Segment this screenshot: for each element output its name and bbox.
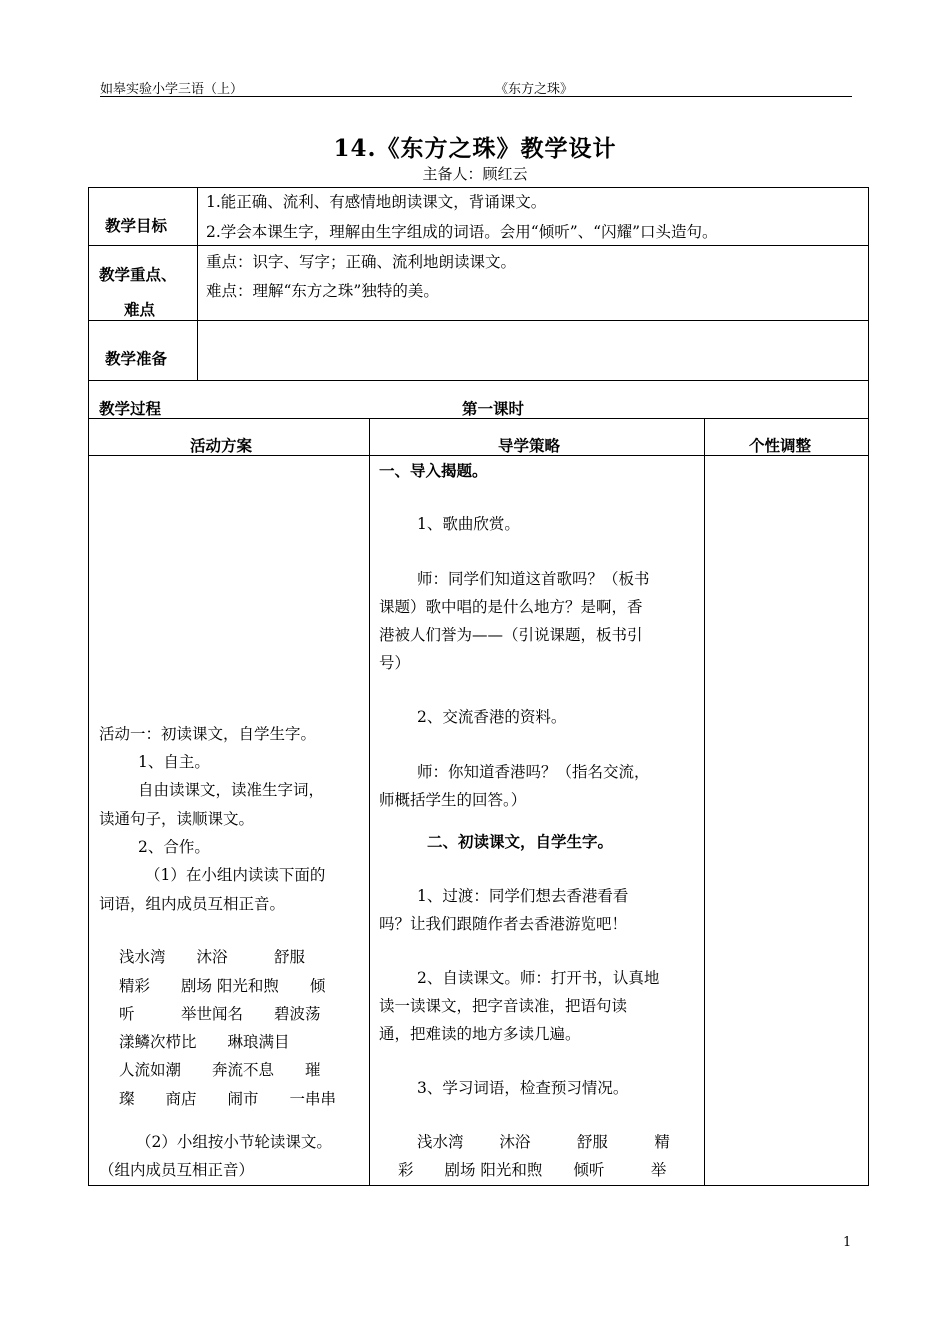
word-line: 漾鳞次栉比 琳琅满目 — [119, 1033, 290, 1051]
guide-line: 师概括学生的回答。） — [379, 791, 527, 809]
guide-line: 3、学习词语，检查预习情况。 — [417, 1079, 629, 1097]
guide-section-title: 二、初读课文，自学生字。 — [427, 832, 614, 851]
word-line: 听 举世闻名 碧波荡 — [119, 1005, 321, 1023]
col-divider — [197, 187, 198, 381]
document-title: 14.《东方之珠》教学设计 — [333, 135, 617, 162]
guide-line: 1、过渡：同学们想去香港看看 — [417, 887, 629, 905]
column-header: 个性调整 — [749, 436, 812, 455]
column-header: 导学策略 — [498, 436, 561, 455]
guide-line: 2、交流香港的资料。 — [417, 708, 567, 726]
key-point-item: 难点：理解“东方之珠”独特的美。 — [206, 282, 439, 300]
guide-word-line: 彩 剧场 阳光和煦 倾听 举 — [398, 1161, 667, 1179]
col-divider — [369, 418, 370, 1186]
guide-line: 师：你知道香港吗？（指名交流， — [417, 763, 650, 781]
activity-line: 自由读课文，读准生字词， — [138, 781, 325, 799]
activity-line: 1、自主。 — [138, 753, 210, 771]
guide-section-title: 一、导入揭题。 — [379, 461, 488, 480]
word-line: 人流如潮 奔流不息 璀 — [119, 1061, 321, 1079]
goal-item: 1.能正确、流利、有感情地朗读课文，背诵课文。 — [206, 193, 547, 211]
guide-word-line: 浅水湾 沐浴 舒服 精 — [417, 1133, 670, 1151]
page-header — [100, 78, 852, 97]
author-line: 主备人：顾红云 — [422, 165, 528, 183]
row-divider — [88, 320, 869, 321]
header-school: 如皋实验小学三语（上） — [100, 82, 244, 97]
word-line: 璨 商店 闹市 一串串 — [119, 1090, 337, 1108]
column-header: 活动方案 — [190, 436, 253, 455]
goal-item: 2.学会本课生字，理解由生字组成的词语。会用“倾听”、“闪耀”口头造句。 — [206, 223, 718, 241]
page-number: 1 — [843, 1235, 852, 1250]
guide-line: 吗？让我们跟随作者去香港游览吧！ — [379, 915, 628, 933]
key-points-label: 难点 — [124, 300, 156, 319]
guide-line: 课题）歌中唱的是什么地方？是啊，香 — [379, 598, 643, 616]
word-line: 精彩 剧场 阳光和煦 倾 — [119, 977, 326, 995]
goals-label: 教学目标 — [105, 216, 168, 235]
guide-line: 1、歌曲欣赏。 — [417, 515, 520, 533]
key-points-label: 教学重点、 — [99, 265, 177, 284]
guide-line: 师：同学们知道这首歌吗？（板书 — [417, 570, 650, 588]
guide-line: 2、自读课文。师：打开书，认真地 — [417, 969, 660, 987]
row-divider — [88, 380, 869, 381]
col-divider — [704, 418, 705, 1186]
key-point-item: 重点：识字、写字；正确、流利地朗读课文。 — [206, 253, 517, 271]
activity-line: （1）在小组内读读下面的 — [145, 866, 326, 884]
activity-line: 读通句子，读顺课文。 — [99, 810, 255, 828]
process-label: 教学过程 — [99, 399, 162, 418]
guide-line: 号） — [379, 654, 411, 672]
activity-line: （2）小组按小节轮读课文。 — [136, 1133, 332, 1151]
guide-line: 读一读课文，把字音读准，把语句读 — [379, 997, 628, 1015]
header-lesson: 《东方之珠》 — [495, 82, 574, 97]
activity-line: 词语，组内成员互相正音。 — [99, 895, 286, 913]
guide-line: 港被人们誉为——（引说课题，板书引 — [379, 626, 643, 644]
word-line: 浅水湾 沐浴 舒服 — [119, 948, 306, 966]
guide-line: 通，把难读的地方多读几遍。 — [379, 1025, 581, 1043]
activity-line: （组内成员互相正音） — [99, 1161, 255, 1179]
session-label: 第一课时 — [462, 399, 525, 418]
activity-line: 2、合作。 — [138, 838, 210, 856]
preparation-label: 教学准备 — [105, 349, 168, 368]
activity-line: 活动一：初读课文，自学生字。 — [99, 725, 317, 743]
